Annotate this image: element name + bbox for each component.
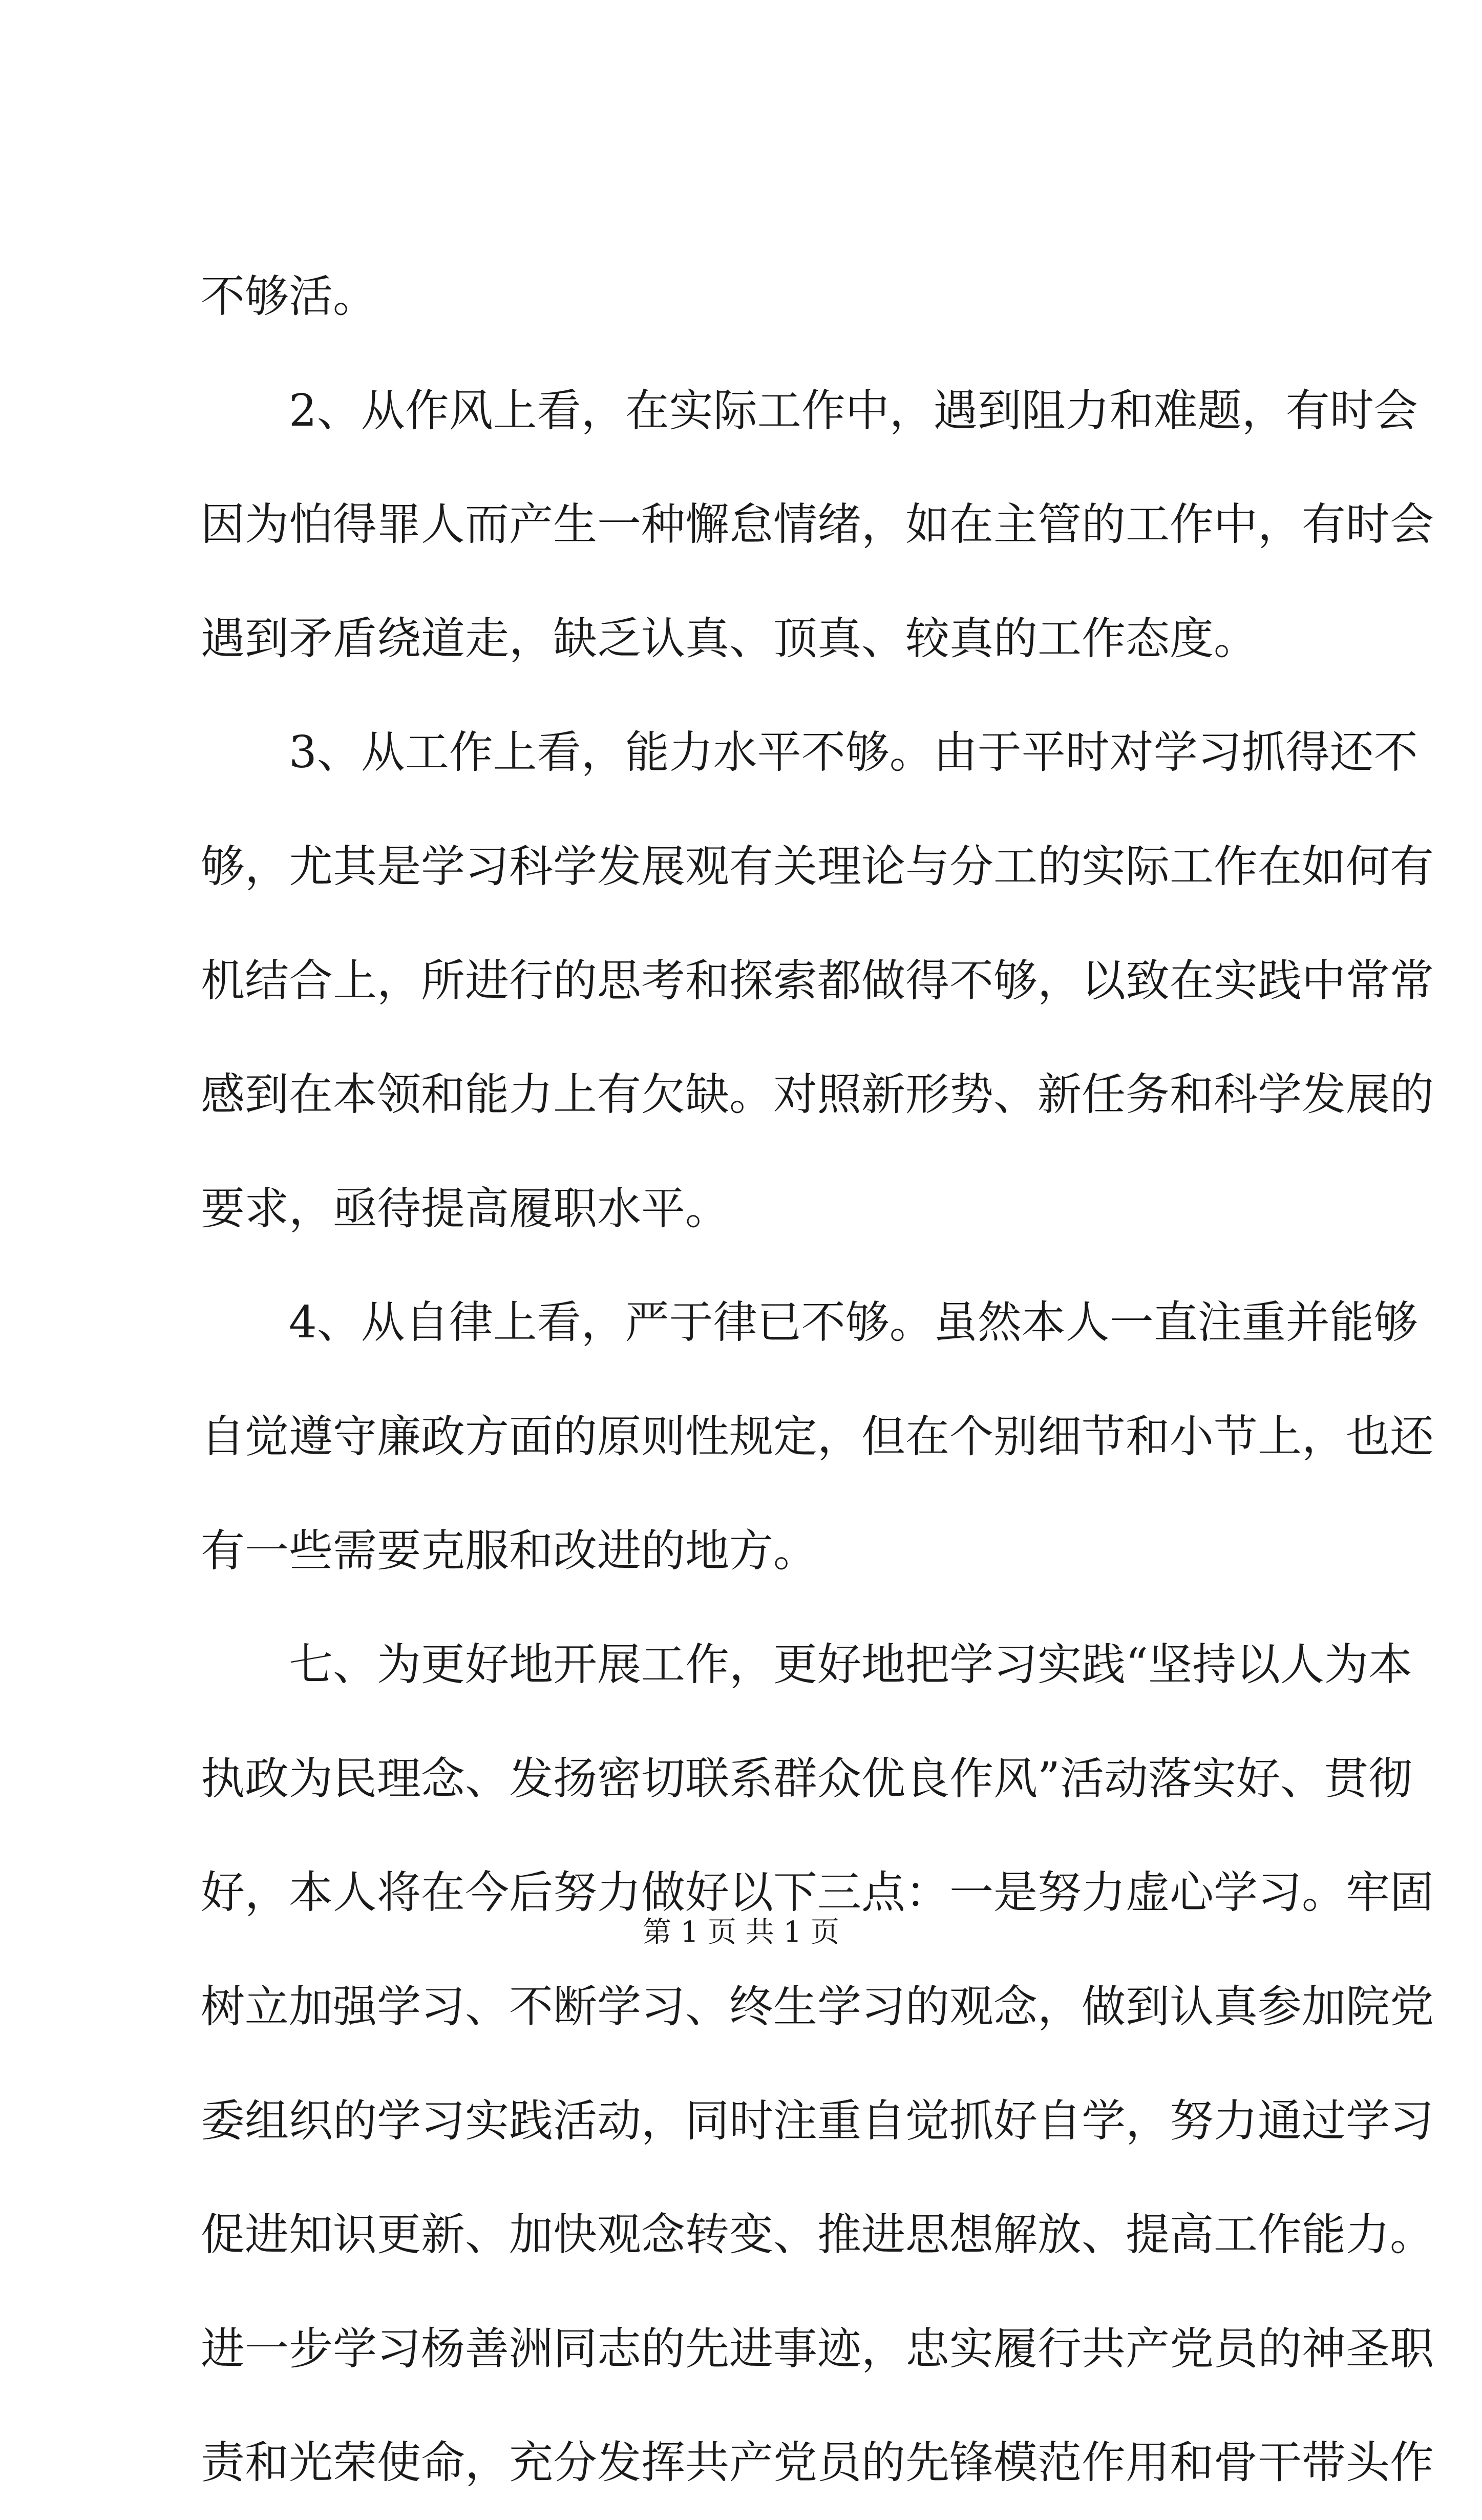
paragraph-7-line-1: 七、为更好地开展工作，更好地把学习实践“坚持以人为本 <box>289 1639 1412 1691</box>
paragraph-7-line-8: 责和光荣使命，充分发挥共产党员的先锋模范作用和骨干带头作 <box>201 2437 1434 2489</box>
paragraph-2-line-2: 因为怕得罪人而产生一种懈怠情绪，如在主管的工作中，有时会 <box>201 499 1434 551</box>
paragraph-2-line-1: 2、从作风上看，在实际工作中，遇到阻力和难题，有时会 <box>289 385 1418 436</box>
paragraph-3-line-4: 感到在本领和能力上有欠缺。对照新形势、新任务和科学发展的 <box>201 1069 1434 1121</box>
paragraph-4-line-2: 自觉遵守廉政方面的原则性规定，但在个别细节和小节上，也还 <box>201 1411 1434 1462</box>
page-footer <box>0 1909 1482 1956</box>
paragraph-3-line-1: 3、从工作上看，能力水平不够。由于平时对学习抓得还不 <box>289 727 1418 779</box>
paragraph-3-line-5: 要求，亟待提高履职水平。 <box>201 1183 729 1234</box>
paragraph-7-line-2: 执政为民理念、发扬密切联系群众优良作风”活动落实好、贯彻 <box>201 1753 1412 1804</box>
paragraph-7-line-3: 好，本人将在今后努力做好以下三点：一是努力虚心学习。牢固 <box>201 1867 1434 1919</box>
paragraph-2-line-3: 遇到矛盾绕道走，缺乏认真、顶真、较真的工作态度。 <box>201 613 1258 664</box>
page-number-label: 第 1 页 共 1 页 <box>642 1916 840 1949</box>
paragraph-4-line-3: 有一些需要克服和改进的地方。 <box>201 1525 817 1577</box>
paragraph-7-line-5: 委组织的学习实践活动，同时注重自觉抓好自学，努力通过学习 <box>201 2095 1434 2147</box>
paragraph-7-line-4: 树立加强学习、不断学习、终生学习的观念，做到认真参加院党 <box>201 1981 1434 2032</box>
paragraph-7-line-7: 进一步学习杨善洲同志的先进事迹，忠实履行共产党员的神圣职 <box>201 2323 1434 2375</box>
paragraph-4-line-1: 4、从自律上看，严于律已不够。虽然本人一直注重并能够 <box>289 1297 1418 1349</box>
paragraph-3-line-2: 够，尤其是学习科学发展观有关理论与分工的实际工作在如何有 <box>201 841 1434 892</box>
document-body <box>201 240 1434 2520</box>
paragraph-3-line-3: 机结合上，所进行的思考和探索都做得不够，以致在实践中常常 <box>201 955 1434 1006</box>
text-line-1: 不够活。 <box>201 271 377 322</box>
paragraph-7-line-6: 促进知识更新、加快观念转变、推进思想解放、提高工作能力。 <box>201 2209 1434 2261</box>
